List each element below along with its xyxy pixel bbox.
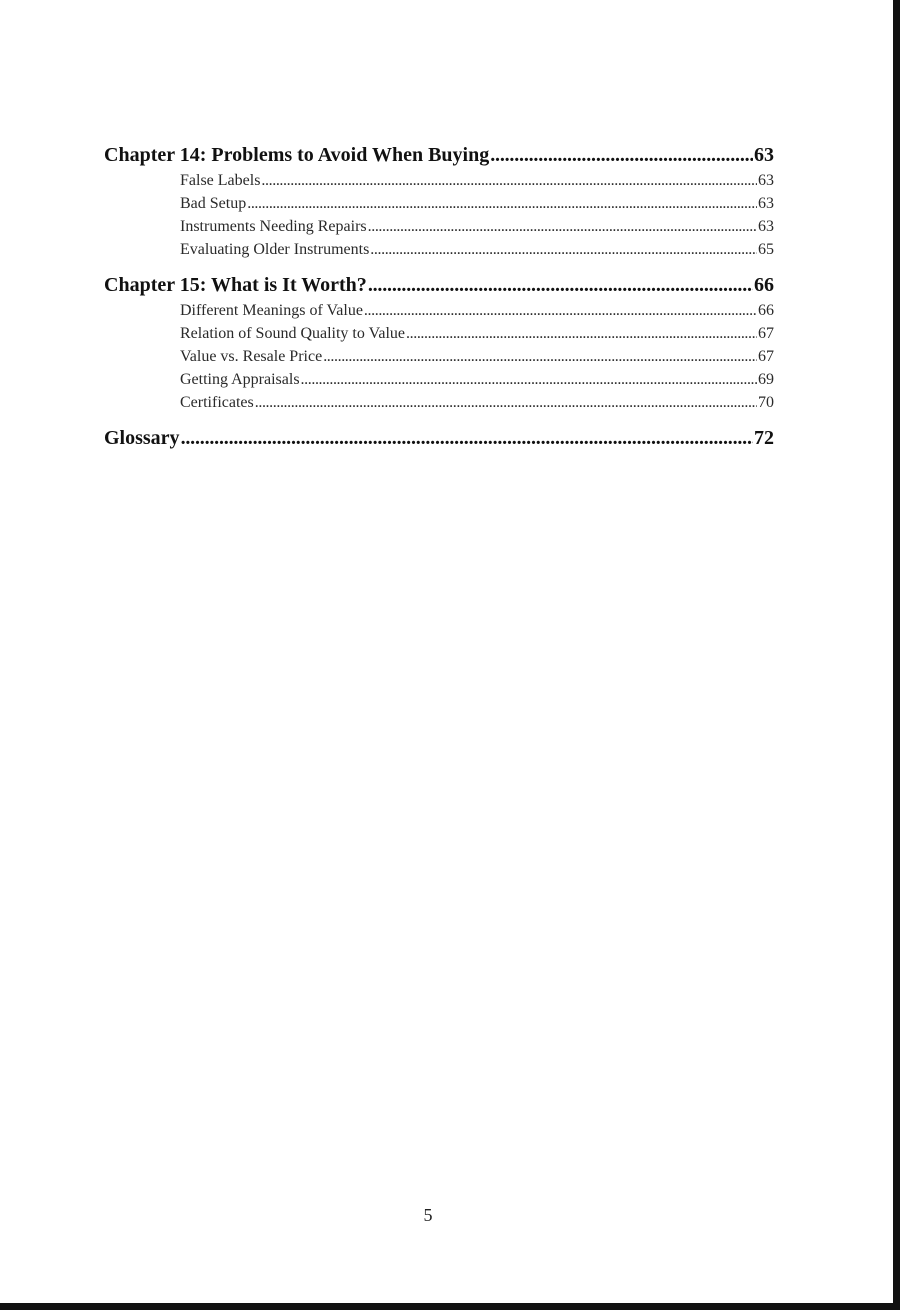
section-page-number: 66 <box>758 302 774 319</box>
section-title: Bad Setup <box>180 195 247 212</box>
toc-section-entry[interactable] <box>104 394 774 417</box>
section-title: Value vs. Resale Price <box>180 348 323 365</box>
toc-section-entry[interactable] <box>104 241 774 264</box>
toc-section-entry[interactable] <box>104 325 774 348</box>
table-of-contents <box>104 144 774 455</box>
dot-leader <box>368 274 753 297</box>
dot-leader <box>181 427 753 450</box>
dot-leader <box>255 394 757 412</box>
toc-chapter-entry[interactable] <box>104 144 774 172</box>
section-title: Instruments Needing Repairs <box>180 218 367 235</box>
dot-leader <box>368 218 757 236</box>
dot-leader <box>247 195 757 213</box>
section-page-number: 69 <box>758 371 774 388</box>
chapter-title: Chapter 14: Problems to Avoid When Buying <box>104 144 490 166</box>
section-page-number: 70 <box>758 394 774 411</box>
section-page-number: 63 <box>758 218 774 235</box>
section-page-number: 63 <box>758 172 774 189</box>
dot-leader <box>364 302 757 320</box>
dot-leader <box>370 241 757 259</box>
section-title: Relation of Sound Quality to Value <box>180 325 406 342</box>
section-page-number: 65 <box>758 241 774 258</box>
toc-chapter-14 <box>104 144 774 264</box>
dot-leader <box>261 172 757 190</box>
toc-section-entry[interactable] <box>104 218 774 241</box>
toc-section-entry[interactable] <box>104 371 774 394</box>
toc-chapter-15 <box>104 274 774 417</box>
section-page-number: 67 <box>758 348 774 365</box>
toc-section-entry[interactable] <box>104 302 774 325</box>
section-title: Evaluating Older Instruments <box>180 241 370 258</box>
chapter-page-number: 66 <box>754 274 774 296</box>
section-title: Different Meanings of Value <box>180 302 363 319</box>
section-page-number: 67 <box>758 325 774 342</box>
glossary-title: Glossary <box>104 427 180 449</box>
toc-glossary-entry[interactable] <box>104 427 774 455</box>
dot-leader <box>301 371 757 389</box>
section-title: Certificates <box>180 394 254 411</box>
section-title: False Labels <box>180 172 261 189</box>
toc-section-entry[interactable] <box>104 172 774 195</box>
dot-leader <box>323 348 757 366</box>
toc-section-entry[interactable] <box>104 195 774 218</box>
page-number: 5 <box>423 1205 433 1225</box>
section-page-number: 63 <box>758 195 774 212</box>
toc-section-entry[interactable] <box>104 348 774 371</box>
chapter-title: Chapter 15: What is It Worth? <box>104 274 367 296</box>
chapter-page-number: 63 <box>754 144 774 166</box>
dot-leader <box>490 144 753 167</box>
section-title: Getting Appraisals <box>180 371 300 388</box>
glossary-page-number: 72 <box>754 427 774 449</box>
dot-leader <box>406 325 757 343</box>
toc-chapter-entry[interactable] <box>104 274 774 302</box>
